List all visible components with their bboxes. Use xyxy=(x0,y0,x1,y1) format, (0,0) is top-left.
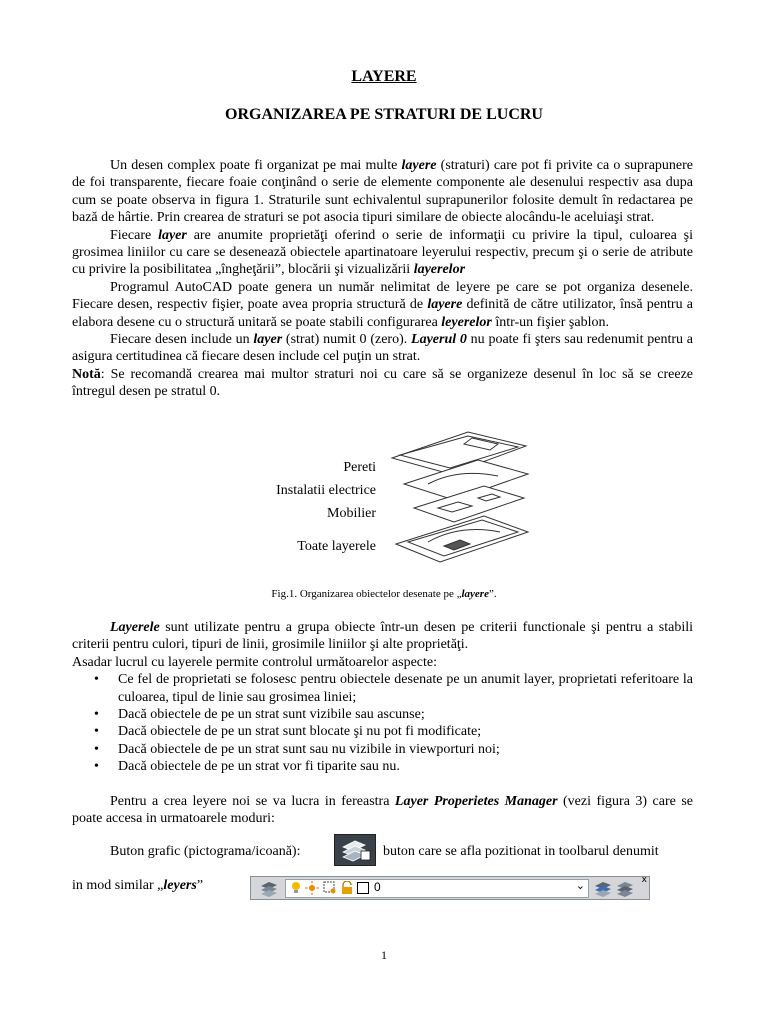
emphasis-span: layere xyxy=(461,588,489,600)
color-swatch-icon xyxy=(357,882,369,894)
button-line-label: Buton grafic (pictograma/icoană): xyxy=(110,844,301,859)
layer-manager-icon[interactable] xyxy=(259,879,279,897)
text-span: ” xyxy=(196,878,204,893)
viewport-freeze-icon xyxy=(323,881,337,895)
text-span: (strat) numit 0 (zero). xyxy=(282,332,412,348)
button-line-description: buton care se afla pozitionat in toolbarul denumit xyxy=(383,844,659,859)
text-span: sunt utilizate pentru a grupa obiecte într-un desen pe criterii functionale şi pentru a stabili criterii pentru culori, tipuri de linii, grosimile liniilor şi alte proprietăţi. xyxy=(72,620,693,653)
figure-label-toate: Toate layerele xyxy=(297,539,376,554)
text-span: Programul AutoCAD poate genera un număr nelimitat de leyere pe care se pot organiza desenele. Fiecare desen, respectiv fişier, poate avea propria structură de xyxy=(72,279,693,313)
paragraph-intro xyxy=(72,157,693,227)
lightbulb-icon xyxy=(289,881,303,895)
text-span: într-un fişier şablon. xyxy=(491,314,609,330)
layer-properties-icon xyxy=(335,835,375,865)
figure-label-pereti: Pereti xyxy=(343,460,376,475)
figure-caption xyxy=(0,588,768,600)
paragraph-layer-manager xyxy=(72,793,693,828)
emphasis-span: layer xyxy=(158,227,187,243)
make-current-layer-icon[interactable] xyxy=(593,879,613,897)
list-item: • Dacă obiectele de pe un strat sunt sau nu vizibile in viewporturi noi; xyxy=(118,741,693,758)
text-span: in mod similar „ xyxy=(72,878,164,893)
list-item: • Dacă obiectele de pe un strat vor fi tiparite sau nu. xyxy=(118,758,693,775)
text-block-3 xyxy=(72,793,693,828)
page-number: 1 xyxy=(381,948,387,962)
text-block-1 xyxy=(72,157,693,401)
emphasis-span: layere xyxy=(401,158,437,173)
text-span: Fiecare desen include un xyxy=(110,332,254,348)
emphasis-span: layere xyxy=(427,297,463,313)
button-line xyxy=(72,838,712,868)
sheet-all-layers xyxy=(396,516,528,562)
paragraph-layer-usage xyxy=(72,619,693,654)
paragraph-autocad xyxy=(72,279,693,331)
lock-icon xyxy=(340,881,354,895)
figure-layers xyxy=(0,428,768,608)
paragraph-aspects-intro: Asadar lucrul cu layerele permite controlul următoarelor aspecte: xyxy=(72,654,437,670)
aspects-list xyxy=(72,671,693,775)
text-span: Un desen complex poate fi organizat pe mai multe xyxy=(110,158,402,173)
text-span: nu poate fi şters sau redenumit pentru a asigura certitudinea că fiecare desen include cel puţin un strat. xyxy=(72,332,694,365)
paragraph-layer-properties xyxy=(72,227,693,279)
text-span: Fiecare xyxy=(110,227,159,243)
text-span: are anumite proprietăţi oferind o serie de informaţii cu privire la tipul, culoarea şi grosimea liniilor cu care se desenează obiectele apartinatoare leyerului respectiv, precum şi o serie de atribute cu privire la posibilitatea „îngheţării”, blocării şi vizualizării xyxy=(72,227,693,278)
emphasis-span: Layerul 0 xyxy=(411,332,467,348)
chevron-down-icon[interactable]: ⌄ xyxy=(575,879,585,892)
layer-properties-button[interactable] xyxy=(334,834,376,866)
text-span: : Se recomandă crearea mai multor straturi noi cu care să se organizeze desenul în loc să se creeze întregul desen pe stratul 0. xyxy=(72,366,693,400)
figure-label-mobilier: Mobilier xyxy=(327,506,376,521)
document-subtitle: ORGANIZAREA PE STRATURI DE LUCRU xyxy=(225,106,543,123)
layer-stack-illustration xyxy=(388,428,536,578)
text-block-2 xyxy=(72,619,693,776)
text-span: ”. xyxy=(488,588,497,600)
emphasis-span: Layerele xyxy=(110,620,160,635)
emphasis-span: Layer Properietes Manager xyxy=(394,794,558,809)
text-span: (vezi figura 3) care se poate accesa in urmatoarele moduri: xyxy=(72,794,693,827)
sun-icon xyxy=(305,881,319,895)
text-span: (straturi) care pot fi privite ca o suprapunere de foi transparente, fiecare foaie conţinând o serie de elemente componente ale desenului respectiv asa dupa cum se poate observa in figura 1. Straturile sunt echivalentul suprapunerilor folosite demult în redactarea pe bază de hârtie. Prin crearea de straturi se pot asocia tipuri similare de obiecte alocându-le aceluiaşi strat. xyxy=(72,158,693,226)
emphasis-span: leyers xyxy=(163,878,197,893)
paragraph-note xyxy=(72,366,693,401)
paragraph-layer-zero xyxy=(72,331,693,366)
layer-previous-icon[interactable] xyxy=(615,879,635,897)
document-title: LAYERE xyxy=(351,68,417,85)
emphasis-span: layer xyxy=(253,332,283,348)
close-icon[interactable]: x xyxy=(641,875,647,885)
current-layer-value: 0 xyxy=(374,880,381,894)
layer-dropdown[interactable] xyxy=(285,879,589,898)
note-label: Notă xyxy=(72,366,101,382)
toolbar-line-label xyxy=(72,878,203,894)
list-item: • Dacă obiectele de pe un strat sunt blocate şi nu pot fi modificate; xyxy=(118,723,693,740)
figure-label-instalatii: Instalatii electrice xyxy=(276,483,376,498)
list-item: • Dacă obiectele de pe un strat sunt vizibile sau ascunse; xyxy=(118,706,693,723)
layers-toolbar xyxy=(250,876,650,900)
list-item: • Ce fel de proprietati se folosesc pentru obiectele desenate pe un anumit layer, proprietati referitoare la culoarea, tipul de linie sau grosimea liniei; xyxy=(118,671,693,706)
text-span: Pentru a crea leyere noi se va lucra in fereastra xyxy=(110,794,395,809)
text-span: Fig.1. Organizarea obiectelor desenate pe „ xyxy=(271,588,462,600)
emphasis-span: leyerelor xyxy=(441,314,492,330)
emphasis-span: layerelor xyxy=(413,262,466,278)
text-span: definită de către utilizator, însă pentru a elabora desene cu o structură unitară se poate stabili configurarea xyxy=(72,297,693,330)
